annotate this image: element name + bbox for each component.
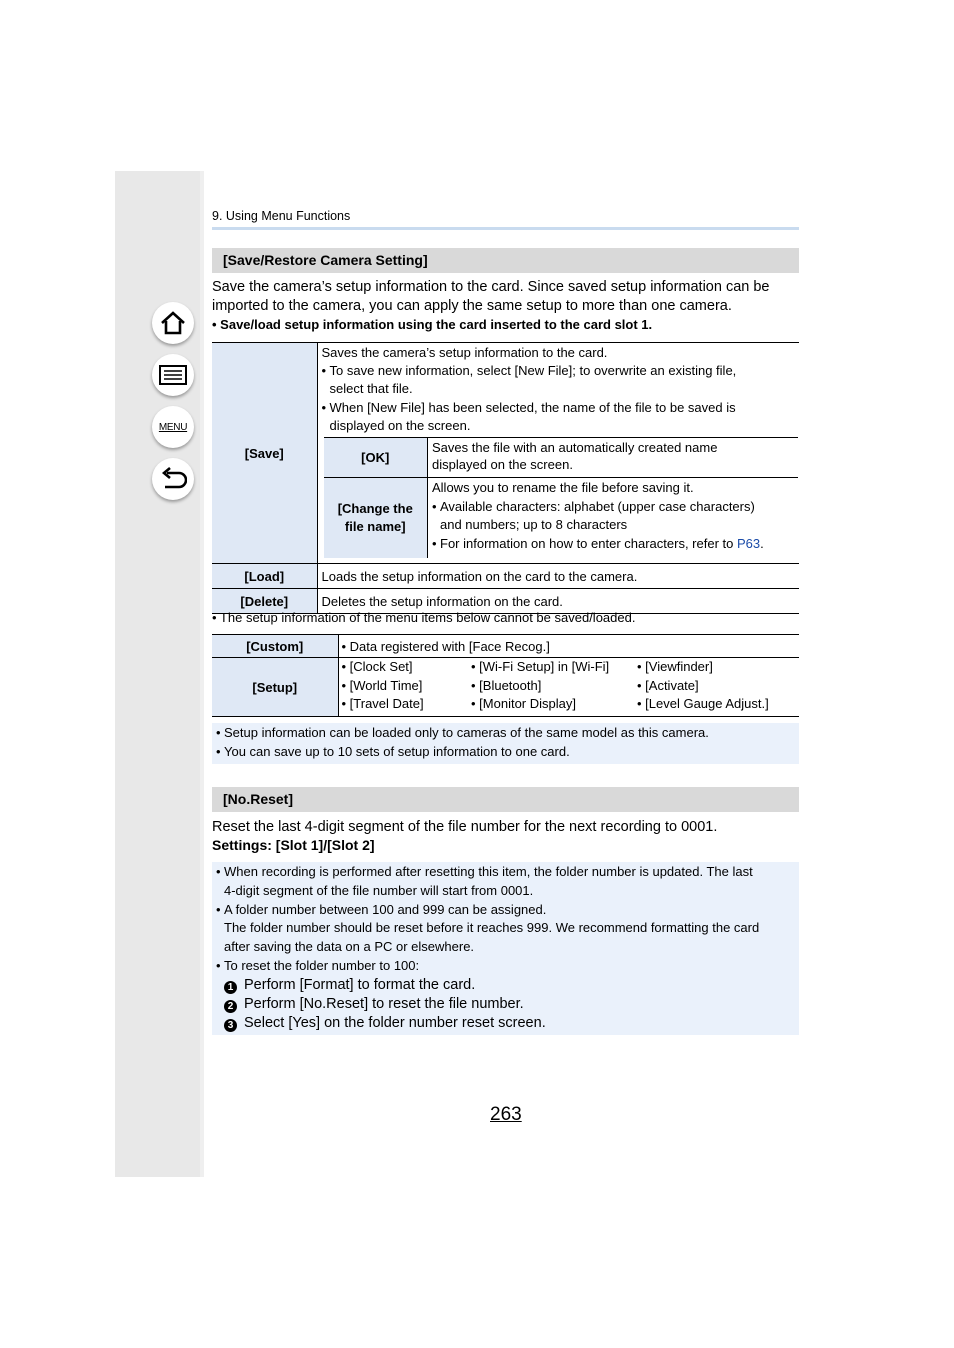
save-description — [317, 343, 799, 564]
back-icon — [159, 467, 187, 491]
setup-label: [Setup] — [212, 658, 338, 717]
no-reset-settings: Settings: [Slot 1]/[Slot 2] — [212, 837, 375, 853]
excluded-items-table — [212, 634, 799, 717]
breadcrumb: 9. Using Menu Functions — [212, 209, 351, 223]
save-restore-notes — [212, 723, 799, 764]
list-item: • Available characters: alphabet (upper case characters) — [432, 498, 755, 514]
list-item: • To reset the folder number to 100: — [216, 957, 420, 973]
delete-description: Deletes the setup information on the card. — [317, 589, 799, 614]
contents-list-button[interactable] — [152, 354, 194, 396]
save-restore-table — [212, 342, 799, 614]
setup-col-2: • [Wi-Fi Setup] in [Wi-Fi] • [Bluetooth] • [Monitor Display] — [468, 658, 634, 717]
menu-button[interactable] — [152, 406, 194, 448]
setup-col-3: • [Viewfinder] • [Activate] • [Level Gauge Adjust.] — [634, 658, 799, 717]
no-reset-notes — [212, 862, 799, 1035]
home-button[interactable] — [152, 302, 194, 344]
intro-line: imported to the camera, you can apply the same setup to more than one camera. — [212, 298, 732, 314]
intro-line: Save the camera’s setup information to the card. Since saved setup information can be — [212, 279, 770, 295]
menu-label: MENU — [158, 421, 188, 433]
home-icon — [159, 310, 187, 336]
section-title-save-restore: [Save/Restore Camera Setting] — [212, 248, 799, 273]
load-label: [Load] — [212, 564, 317, 589]
custom-label: [Custom] — [212, 635, 338, 658]
load-description: Loads the setup information on the card to the camera. — [317, 564, 799, 589]
list-item: • For information on how to enter characters, refer to P63. — [432, 535, 764, 551]
list-item: • To save new information, select [New File]; to overwrite an existing file, — [321, 363, 737, 379]
page-link-p63[interactable]: P63 — [736, 535, 761, 551]
custom-item: • Data registered with [Face Recog.] — [338, 635, 799, 658]
no-reset-intro: Reset the last 4-digit segment of the file number for the next recording to 0001. — [212, 819, 718, 835]
page-number: 263 — [490, 1104, 522, 1125]
step-item: 3 Select [Yes] on the folder number reset screen. — [224, 1014, 793, 1033]
step-number: 3 — [224, 1019, 237, 1032]
back-button[interactable] — [152, 458, 194, 500]
change-file-name-description: Allows you to rename the file before saving it. • Available characters: alphabet (upper case characters) and numbers; up to 8 characters • For information on how to enter characters, refer to P63. — [428, 478, 798, 559]
ok-label: [OK] — [324, 438, 428, 478]
header-rule — [212, 227, 799, 230]
change-file-name-label: [Change the file name] — [324, 478, 428, 559]
list-item: • When [New File] has been selected, the name of the file to be saved is — [321, 399, 736, 415]
save-label: [Save] — [212, 343, 317, 564]
list-item-cont: after saving the data on a PC or elsewhere. — [224, 939, 475, 955]
list-item-cont: The folder number should be reset before it reaches 999. We recommend formatting the card — [224, 920, 760, 936]
list-icon — [158, 364, 188, 386]
setup-col-1: • [Clock Set] • [World Time] • [Travel Date] — [338, 658, 468, 717]
list-item: • You can save up to 10 sets of setup information to one card. — [216, 743, 570, 759]
step-number: 1 — [224, 981, 237, 994]
save-desc-text: Saves the camera’s setup information to the card. — [321, 345, 608, 360]
step-item: 1 Perform [Format] to format the card. — [224, 976, 793, 995]
list-item: • When recording is performed after resetting this item, the folder number is updated. The last — [216, 864, 753, 879]
list-item: • Setup information can be loaded only to cameras of the same model as this camera. — [216, 725, 709, 740]
list-item-cont: 4-digit segment of the file number will start from 0001. — [224, 882, 534, 898]
list-item: • A folder number between 100 and 999 can be assigned. — [216, 901, 547, 917]
delete-label: [Delete] — [212, 589, 317, 614]
ok-description: Saves the file with an automatically created name displayed on the screen. — [428, 438, 798, 478]
step-item: 2 Perform [No.Reset] to reset the file number. — [224, 995, 793, 1014]
cannot-save-note: • The setup information of the menu items below cannot be saved/loaded. — [212, 610, 636, 625]
save-subtable — [324, 437, 798, 558]
reset-steps — [216, 976, 793, 1034]
section-title-no-reset: [No.Reset] — [212, 787, 799, 812]
step-number: 2 — [224, 1000, 237, 1013]
slot-note: • Save/load setup information using the card inserted to the card slot 1. — [212, 317, 653, 332]
list-item-cont: select that file. — [329, 381, 413, 397]
side-panel-edge — [200, 171, 204, 1177]
intro-paragraph — [212, 278, 802, 316]
list-item-cont: displayed on the screen. — [329, 417, 471, 433]
